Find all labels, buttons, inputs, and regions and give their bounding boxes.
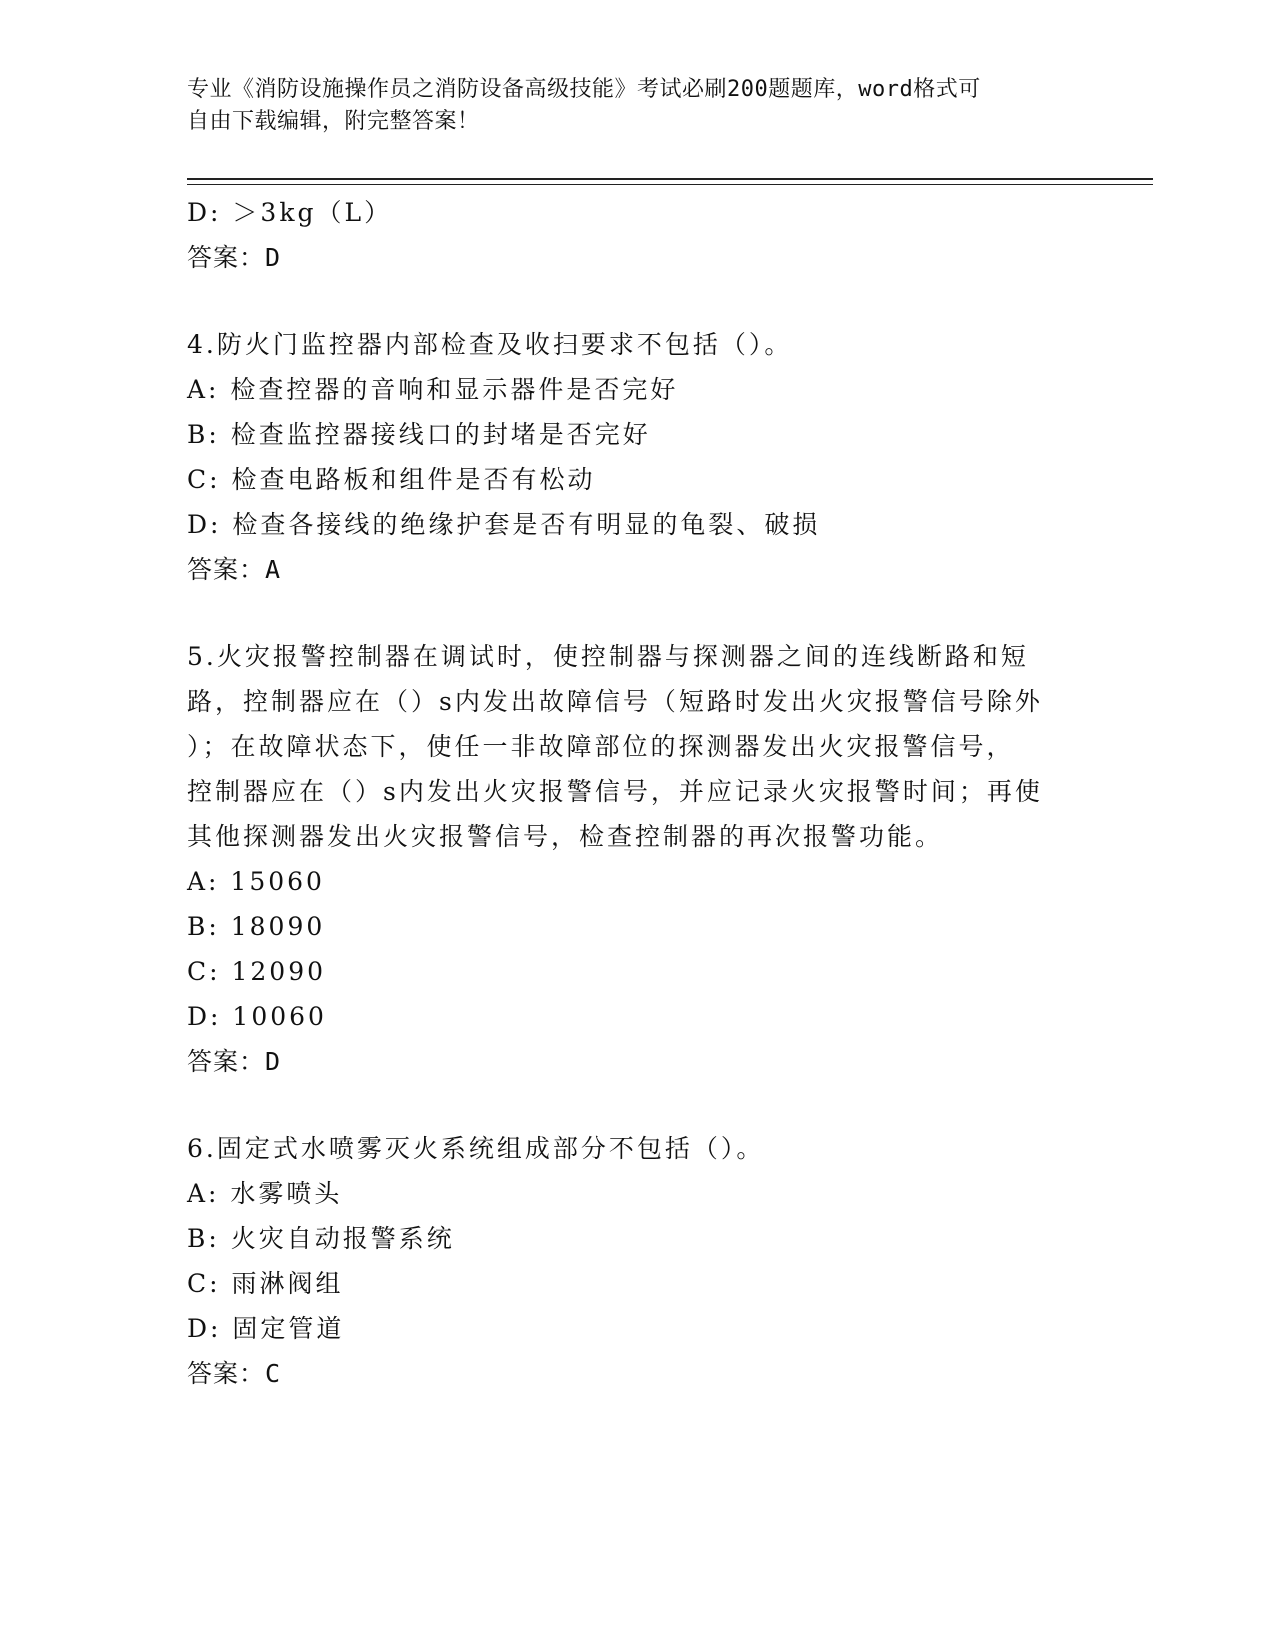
header-divider-thick [187,178,1153,180]
option-b: B: 检查监控器接线口的封堵是否完好 [187,420,651,449]
question-stem-line: ）；在故障状态下，使任一非故障部位的探测器发出火灾报警信号， [187,732,1015,761]
question-6 [187,1126,1087,1396]
answer-line: 答案：D [187,243,282,272]
option-d: D: ＞3kg（L） [187,198,393,227]
spacer [187,592,1087,634]
partial-question [187,190,1087,280]
header-line-1: 专业《消防设施操作员之消防设备高级技能》考试必刷200题题库，word格式可 [187,77,981,102]
question-stem: 6.固定式水喷雾灭火系统组成部分不包括（）。 [187,1134,765,1163]
spacer [187,280,1087,322]
option-c: C: 雨淋阀组 [187,1269,344,1298]
option-c: C: 检查电路板和组件是否有松动 [187,465,596,494]
question-4 [187,322,1087,592]
option-c: C: 12090 [187,957,327,986]
question-stem-line: 其他探测器发出火灾报警信号，检查控制器的再次报警功能。 [187,822,944,851]
document-header [187,74,1067,138]
spacer [187,1084,1087,1126]
option-b: B: 18090 [187,912,326,941]
option-a: A: 15060 [187,867,325,896]
question-stem-line: 路，控制器应在（）s内发出故障信号（短路时发出火灾报警信号除外 [187,687,1043,716]
question-5 [187,634,1087,1084]
option-b: B: 火灾自动报警系统 [187,1224,455,1253]
header-divider-thin [187,184,1153,185]
option-a: A: 检查控器的音响和显示器件是否完好 [187,375,679,404]
answer-line: 答案：A [187,555,282,584]
question-stem: 4.防火门监控器内部检查及收扫要求不包括（）。 [187,330,793,359]
answer-line: 答案：C [187,1359,282,1388]
option-d: D: 10060 [187,1002,327,1031]
option-d: D: 固定管道 [187,1314,345,1343]
answer-line: 答案：D [187,1047,282,1076]
option-d: D: 检查各接线的绝缘护套是否有明显的龟裂、破损 [187,510,821,539]
question-stem-line: 控制器应在（）s内发出火灾报警信号，并应记录火灾报警时间；再使 [187,777,1043,806]
header-line-2: 自由下载编辑，附完整答案！ [187,109,480,134]
question-stem-line: 5.火灾报警控制器在调试时，使控制器与探测器之间的连线断路和短 [187,642,1029,671]
option-a: A: 水雾喷头 [187,1179,343,1208]
question-list [187,190,1087,1396]
